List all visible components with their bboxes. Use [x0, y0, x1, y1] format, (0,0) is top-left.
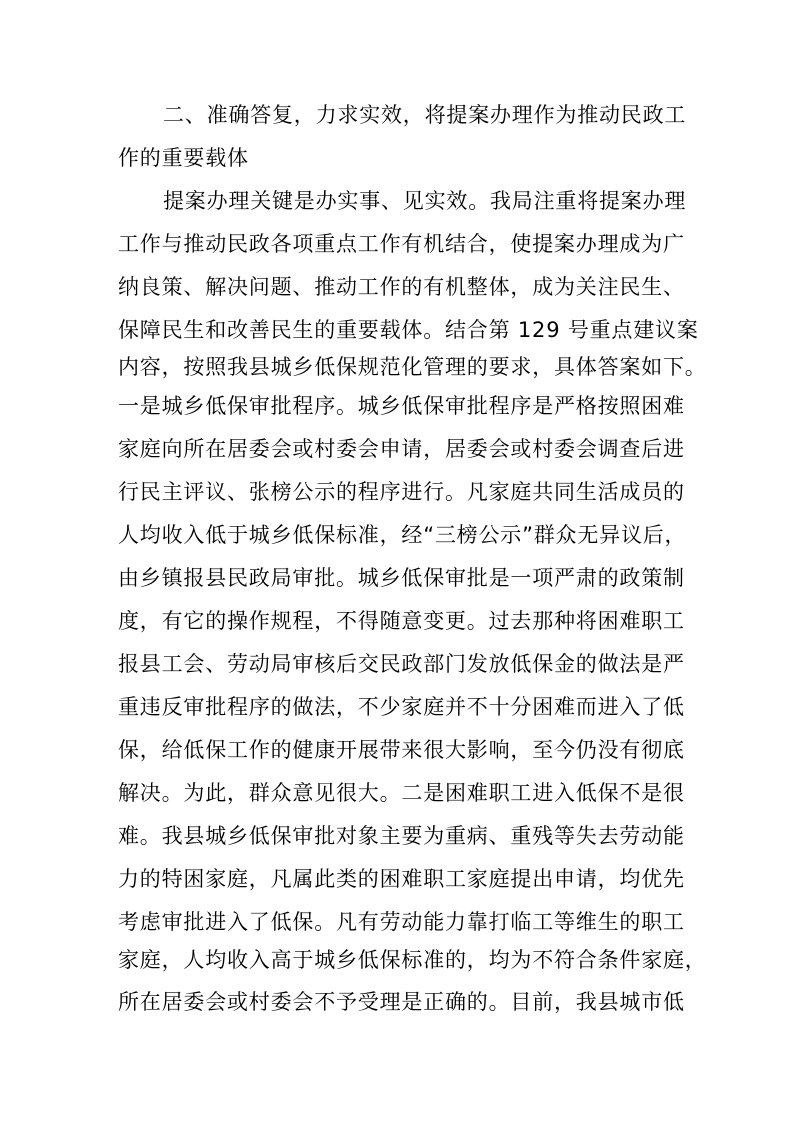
body-line: 力的特困家庭，凡属此类的困难职工家庭提出申请，均优先 — [118, 867, 685, 891]
body-line: 保，给低保工作的健康开展带来很大影响，至今仍没有彻底 — [118, 738, 685, 762]
body-line: 提案办理关键是办实事、见实效。我局注重将提案办理 — [163, 189, 687, 213]
body-line: 难。我县城乡低保审批对象主要为重病、重残等失去劳动能 — [118, 824, 685, 848]
body-line: 人均收入低于城乡低保标准，经“三榜公示”群众无异议后， — [118, 523, 687, 547]
body-line: 由乡镇报县民政局审批。城乡低保审批是一项严肃的政策制 — [118, 566, 685, 590]
body-line: 所在居委会或村委会不予受理是正确的。目前，我县城市低 — [118, 990, 685, 1014]
body-line: 度，有它的操作规程，不得随意变更。过去那种将困难职工 — [118, 609, 685, 633]
body-line: 保障民生和改善民生的重要载体。结合第 129 号重点建议案 — [118, 318, 699, 342]
body-line: 工作与推动民政各项重点工作有机结合，使提案办理成为广 — [118, 232, 685, 256]
body-line: 解决。为此，群众意见很大。二是困难职工进入低保不是很 — [118, 781, 685, 805]
body-line: 行民主评议、张榜公示的程序进行。凡家庭共同生活成员的 — [118, 480, 685, 504]
body-line: 重违反审批程序的做法，不少家庭并不十分困难而进入了低 — [118, 695, 685, 719]
body-line: 家庭向所在居委会或村委会申请，居委会或村委会调查后进 — [118, 437, 685, 461]
body-line: 考虑审批进入了低保。凡有劳动能力靠打临工等维生的职工 — [118, 910, 685, 934]
body-line: 家庭，人均收入高于城乡低保标准的，均为不符合条件家庭， — [118, 948, 707, 972]
body-line: 内容，按照我县城乡低保规范化管理的要求，具体答案如下。 — [118, 355, 707, 379]
body-line: 报县工会、劳动局审核后交民政部门发放低保金的做法是严 — [118, 652, 685, 676]
body-line: 一是城乡低保审批程序。城乡低保审批程序是严格按照困难 — [118, 394, 685, 418]
section-heading-line-1: 二、准确答复，力求实效，将提案办理作为推动民政工 — [163, 103, 687, 127]
body-line: 纳良策、解决问题、推动工作的有机整体，成为关注民生、 — [118, 275, 685, 299]
section-heading-line-2: 作的重要载体 — [118, 146, 249, 170]
